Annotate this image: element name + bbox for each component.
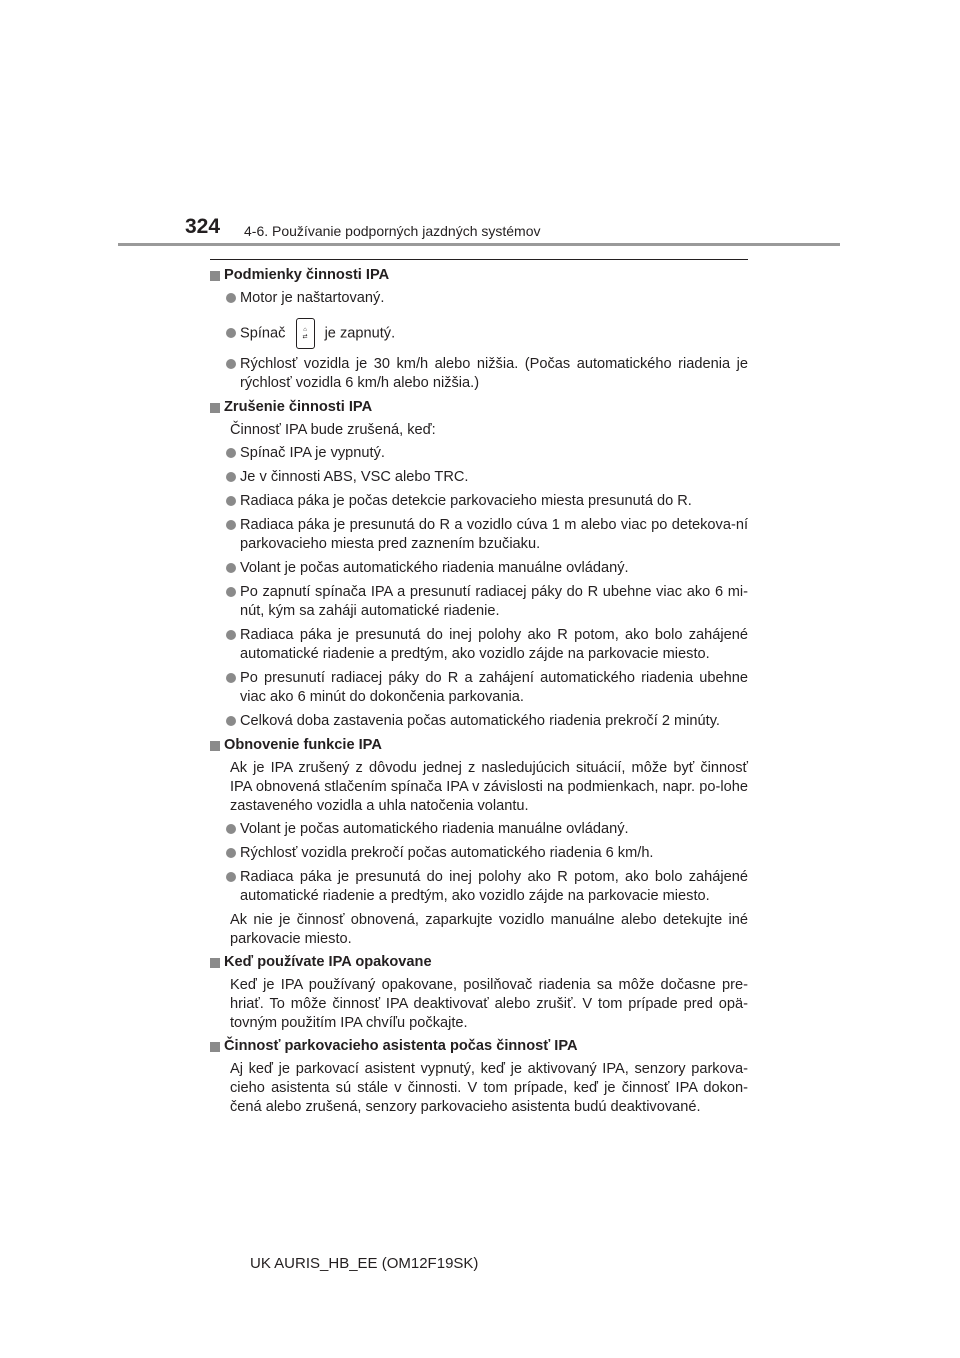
list-item: Rýchlosť vozidla prekročí počas automatického riadenia 6 km/h.	[210, 844, 748, 863]
round-bullet-icon	[226, 872, 236, 882]
round-bullet-icon	[226, 448, 236, 458]
section-title: Činnosť parkovacieho asistenta počas činnosť IPA	[224, 1038, 578, 1054]
list-item: Radiaca páka je presunutá do R a vozidlo cúva 1 m alebo viac po detekova-ní parkovacieho miesta pred zaznením bzučiaku.	[210, 516, 748, 554]
list-item: Radiaca páka je presunutá do inej polohy ako R potom, ako bolo zahájené automatické riadenie a predtým, ako vozidlo zájde na parkovacie miesto.	[210, 868, 748, 906]
list-item: Po zapnutí spínača IPA a presunutí radiacej páky do R ubehne viac ako 6 mi-nút, kým sa zaháji automatické riadenie.	[210, 583, 748, 621]
round-bullet-icon	[226, 673, 236, 683]
round-bullet-icon	[226, 630, 236, 640]
section-ipa-repeated-use	[210, 953, 748, 1033]
square-bullet-icon	[210, 741, 220, 751]
list-item: Spínač IPA je vypnutý.	[210, 444, 748, 463]
list-item: Je v činnosti ABS, VSC alebo TRC.	[210, 468, 748, 487]
list-item: Radiaca páka je počas detekcie parkovacieho miesta presunutá do R.	[210, 492, 748, 511]
list-item: Po presunutí radiacej páky do R a zahájení automatického riadenia ubehne viac ako 6 minút do dokončenia parkovania.	[210, 669, 748, 707]
header-rule	[118, 243, 840, 246]
round-bullet-icon	[226, 716, 236, 726]
section-ipa-cancel	[210, 398, 748, 731]
section-title: Zrušenie činnosti IPA	[224, 399, 373, 415]
section-ipa-restore	[210, 736, 748, 949]
list-item: Volant je počas automatického riadenia manuálne ovládaný.	[210, 559, 748, 578]
list-item: Rýchlosť vozidla je 30 km/h alebo nižšia. (Počas automatického riadenia je rýchlosť vozidla 6 km/h alebo nižšia.)	[210, 355, 748, 393]
round-bullet-icon	[226, 496, 236, 506]
list-item: Motor je naštartovaný.	[210, 289, 748, 308]
list-item: Radiaca páka je presunutá do inej polohy ako R potom, ako bolo zahájené automatické riadenie a predtým, ako vozidlo zájde na parkovacie miesto.	[210, 626, 748, 664]
section-title: Podmienky činnosti IPA	[224, 267, 390, 283]
round-bullet-icon	[226, 328, 236, 338]
round-bullet-icon	[226, 472, 236, 482]
square-bullet-icon	[210, 271, 220, 281]
square-bullet-icon	[210, 403, 220, 413]
section-intro: Keď je IPA používaný opakovane, posilňovač riadenia sa môže dočasne pre-hriať. To môže činnosť IPA deaktivovať alebo zrušiť. V tom prípade pred opä-tovným použitím IPA chvíľu počkajte.	[230, 977, 748, 1031]
page-number: 324	[185, 215, 221, 238]
square-bullet-icon	[210, 1042, 220, 1052]
page-content	[210, 259, 748, 1121]
bullet-list	[210, 289, 748, 393]
round-bullet-icon	[226, 359, 236, 369]
round-bullet-icon	[226, 520, 236, 530]
list-item: Volant je počas automatického riadenia manuálne ovládaný.	[210, 820, 748, 839]
round-bullet-icon	[226, 563, 236, 573]
bullet-list	[210, 444, 748, 731]
round-bullet-icon	[226, 848, 236, 858]
section-outro: Ak nie je činnosť obnovená, zaparkujte vozidlo manuálne alebo detekujte iné parkovacie miesto.	[230, 912, 748, 947]
section-title: Obnovenie funkcie IPA	[224, 737, 382, 753]
section-ipa-conditions	[210, 266, 748, 393]
round-bullet-icon	[226, 824, 236, 834]
round-bullet-icon	[226, 293, 236, 303]
section-intro: Ak je IPA zrušený z dôvodu jednej z nasledujúcich situácií, môže byť činnosť IPA obnovená stlačením spínača IPA v závislosti na podmienkach, napr. po-lohe zastaveného vozidla a uhla natočenia volantu.	[230, 760, 748, 814]
list-item: Spínač ⌂ ⇄ je zapnutý.	[210, 318, 748, 349]
section-title: Keď používate IPA opakovane	[224, 954, 432, 970]
ipa-switch-icon: ⌂ ⇄	[296, 318, 315, 349]
round-bullet-icon	[226, 587, 236, 597]
section-parking-assist	[210, 1037, 748, 1117]
list-item: Celková doba zastavenia počas automatického riadenia prekročí 2 minúty.	[210, 712, 748, 731]
footer-model-code: UK AURIS_HB_EE (OM12F19SK)	[250, 1255, 479, 1272]
section-intro: Aj keď je parkovací asistent vypnutý, keď je aktivovaný IPA, senzory parkova-cieho asistenta sú stále v činnosti. V tom prípade, keď je činnosť IPA dokon-čená alebo zrušená, senzory parkovacieho asistenta budú deaktivované.	[230, 1061, 748, 1115]
section-intro: Činnosť IPA bude zrušená, keď:	[230, 422, 436, 438]
square-bullet-icon	[210, 958, 220, 968]
chapter-title: 4-6. Používanie podporných jazdných systémov	[244, 223, 541, 239]
bullet-list	[210, 820, 748, 906]
